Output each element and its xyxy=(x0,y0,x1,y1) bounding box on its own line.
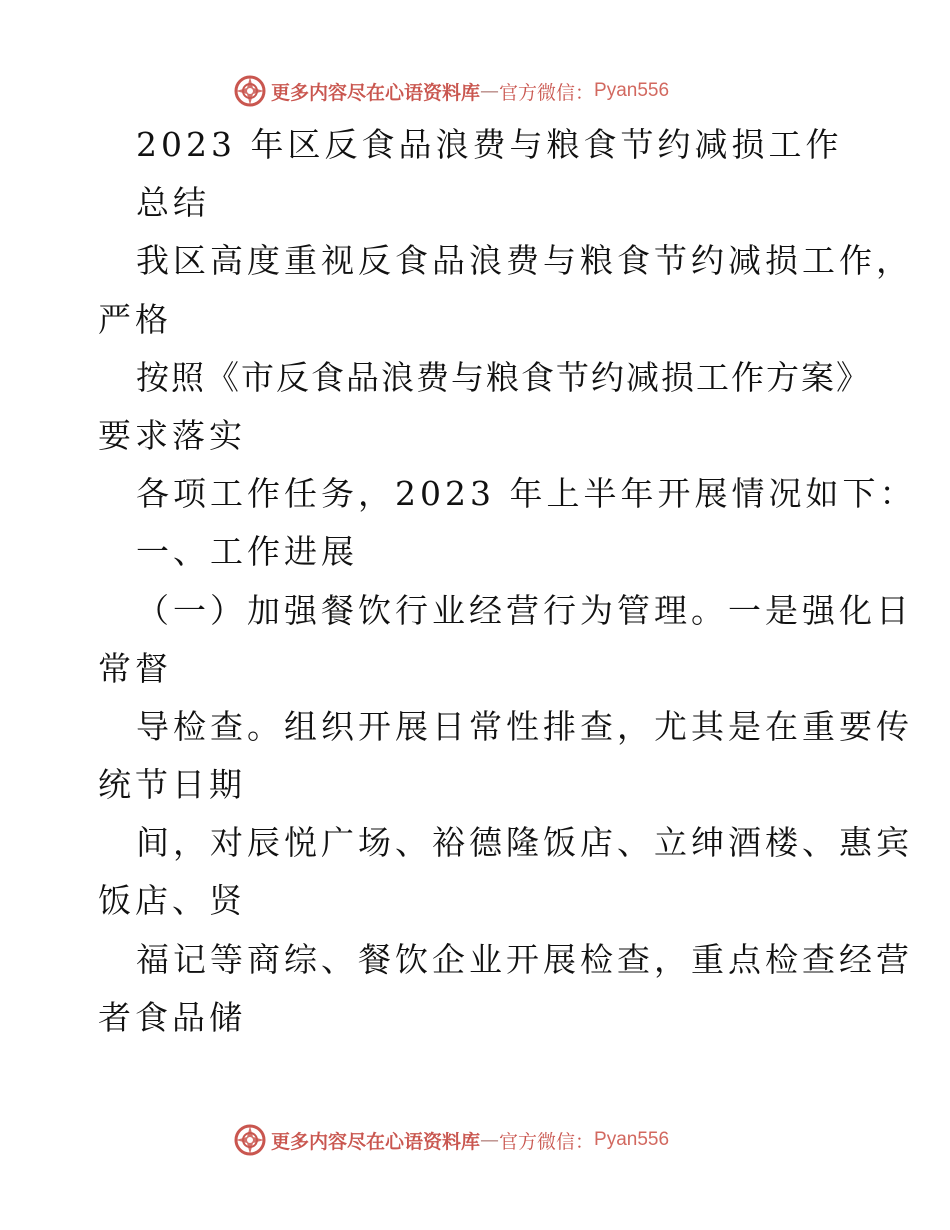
doc-paragraph-line: 统节日期 xyxy=(98,765,246,805)
doc-paragraph-line: 常督 xyxy=(98,648,172,688)
logo-icon xyxy=(233,1123,267,1157)
document-body xyxy=(98,116,917,1047)
doc-paragraph-line: 各项工作任务，2023 年上半年开展情况如下： xyxy=(136,474,917,514)
watermark-separator: — xyxy=(480,1129,500,1151)
doc-paragraph-line: 间，对辰悦广场、裕德隆饭店、立绅酒楼、惠宾 xyxy=(136,823,913,863)
doc-paragraph-line: （一）加强餐饮行业经营行为管理。一是强化日 xyxy=(136,590,913,630)
doc-paragraph-line: 我区高度重视反食品浪费与粮食节约减损工作， xyxy=(136,241,913,281)
watermark-contact-label: 官方微信： xyxy=(499,1130,595,1153)
logo-icon xyxy=(233,74,267,108)
doc-title-line-1: 2023 年区反食品浪费与粮食节约减损工作 xyxy=(136,125,843,164)
footer-watermark xyxy=(233,1123,669,1157)
doc-paragraph-line: 严格 xyxy=(98,299,172,339)
doc-paragraph-line: 者食品储 xyxy=(98,997,246,1037)
watermark-contact-label: 官方微信： xyxy=(499,81,595,104)
doc-paragraph-line: 按照《市反食品浪费与粮食节约减损工作方案》 xyxy=(136,357,871,397)
doc-section-heading: 一、工作进展 xyxy=(136,532,358,572)
header-watermark xyxy=(233,74,669,108)
doc-paragraph-line: 饭店、贤 xyxy=(98,881,246,921)
doc-paragraph-line: 要求落实 xyxy=(98,415,246,455)
watermark-main-text: 更多内容尽在心语资料库 xyxy=(271,1130,481,1153)
watermark-contact-id: Pyan556 xyxy=(594,80,670,101)
doc-title-line-2: 总结 xyxy=(136,183,210,223)
doc-paragraph-line: 导检查。组织开展日常性排查，尤其是在重要传 xyxy=(136,706,913,746)
watermark-contact-id: Pyan556 xyxy=(594,1129,670,1150)
watermark-main-text: 更多内容尽在心语资料库 xyxy=(271,81,481,104)
watermark-separator: — xyxy=(480,80,500,102)
doc-paragraph-line: 福记等商综、餐饮企业开展检查，重点检查经营 xyxy=(136,939,913,979)
